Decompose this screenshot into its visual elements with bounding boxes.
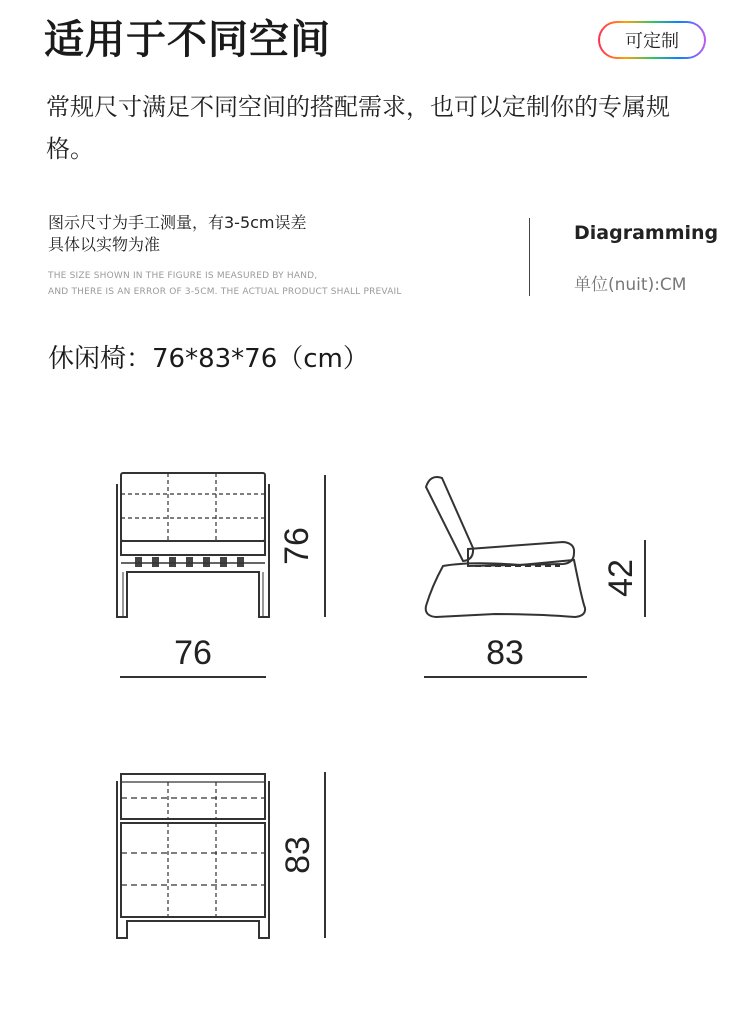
note-cn-line1: 图示尺寸为手工测量，有3-5cm误差	[48, 213, 307, 232]
top-frame	[117, 781, 269, 938]
description-text: 常规尺寸满足不同空间的搭配需求，也可以定制你的专属规格。	[46, 93, 670, 163]
top-seat	[121, 823, 265, 917]
note-en-line2: AND THERE IS AN ERROR OF 3-5CM. THE ACTUAL PRODUCT SHALL PREVAIL	[48, 287, 402, 297]
top-depth-label: 83	[279, 836, 317, 874]
side-depth-label: 83	[486, 634, 524, 672]
page-title: 适用于不同空间	[44, 17, 331, 63]
front-backrest	[121, 473, 265, 541]
note-en-line1: THE SIZE SHOWN IN THE FIGURE IS MEASURED BY HAND,	[48, 271, 318, 281]
front-frame	[117, 484, 269, 617]
side-backrest	[426, 477, 473, 561]
chair-front-view	[117, 473, 325, 677]
top-backrest	[121, 774, 265, 819]
unit-label: 单位(nuit):CM	[574, 275, 687, 295]
side-height-label: 42	[602, 559, 640, 597]
front-seat	[121, 541, 265, 555]
front-straps	[135, 557, 244, 567]
diagramming-label: Diagramming	[574, 222, 719, 244]
product-spec: 休闲椅：76*83*76（cm）	[48, 344, 369, 374]
side-frame	[426, 560, 585, 617]
front-height-label: 76	[278, 527, 316, 565]
front-width-label: 76	[174, 634, 212, 672]
custom-badge-label: 可定制	[600, 23, 704, 57]
note-cn-line2: 具体以实物为准	[48, 235, 161, 254]
